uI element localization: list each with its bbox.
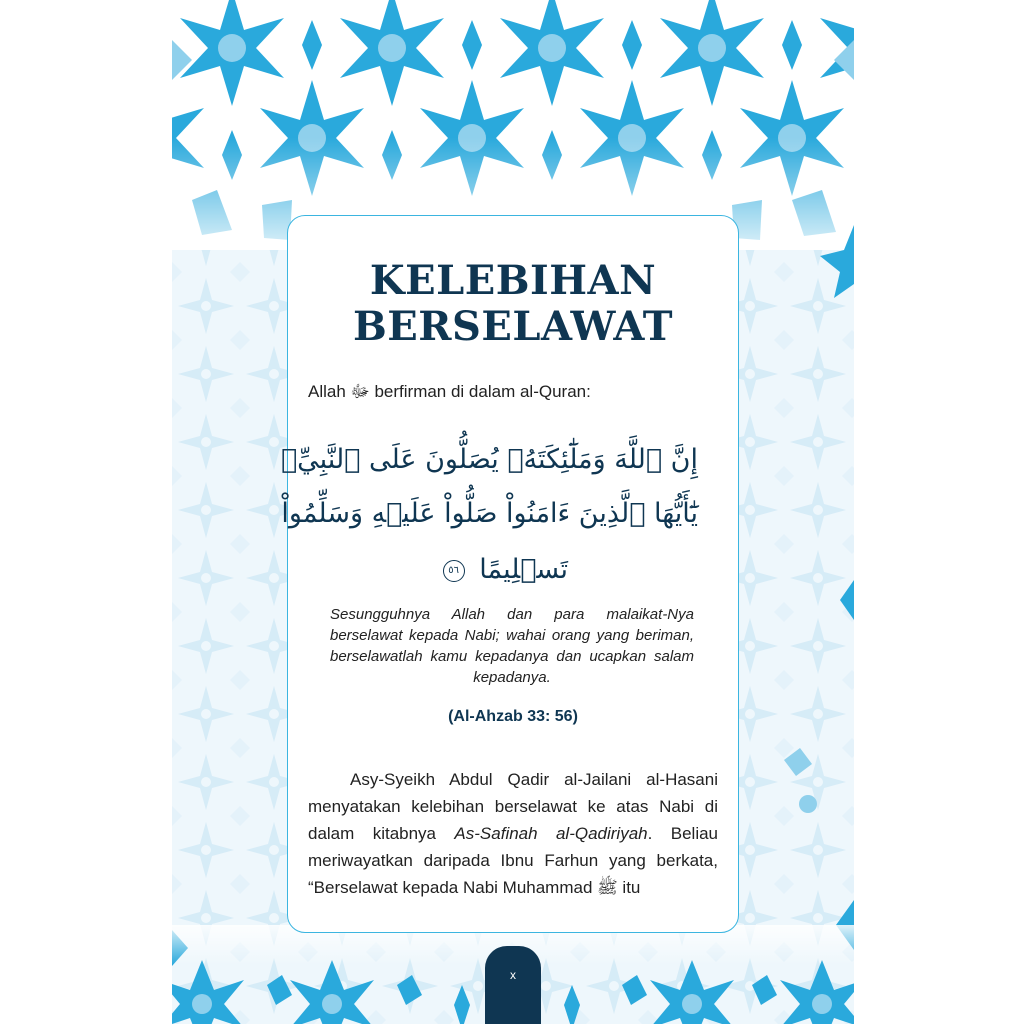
arabic-verse-word: تَسۡلِيمًا	[479, 554, 568, 585]
body-paragraph	[308, 766, 718, 901]
verse-translation: Sesungguhnya Allah dan para malaikat-Nya berselawat kepada Nabi; wahai orang yang beriman, berselawatlah kamu kepadanya dan ucapkan salam kepadanya.	[330, 606, 694, 686]
title-line-2: BERSELAWAT	[352, 303, 674, 350]
arabic-verse-line-3	[308, 554, 568, 585]
page-number: x	[510, 968, 516, 982]
arabic-verse-line-1: إِنَّ ٱللَّهَ وَمَلَٰٓئِكَتَهُۥ يُصَلُّونَ عَلَى ٱلنَّبِيِّۚ	[280, 444, 698, 475]
book-title: As-Safinah al-Qadiriyah	[454, 824, 648, 843]
content-card	[280, 215, 739, 933]
verse-reference: (Al-Ahzab 33: 56)	[448, 708, 578, 725]
book-page	[172, 0, 854, 1024]
body-text-part-2: . Beliau meriwayatkan daripada Ibnu Farhun yang berkata, “Berselawat kepada Nabi Muhammad ﷺ itu	[308, 824, 718, 897]
arabic-verse-line-2: يَٰٓأَيُّهَا ٱلَّذِينَ ءَامَنُواْ صَلُّواْ عَلَيۡهِ وَسَلِّمُواْ	[281, 498, 698, 529]
page-title	[288, 258, 738, 350]
ayah-number-marker: ٥٦	[443, 560, 465, 582]
title-line-1: KELEBIHAN	[369, 257, 657, 304]
page-number-tab	[485, 946, 541, 1024]
body-text-part-1: Asy-Syeikh Abdul Qadir al-Jailani al-Hasani menyatakan kelebihan berselawat ke atas Nabi di dalam kitabnya	[308, 770, 718, 843]
intro-text: Allah ﷻ berfirman di dalam al-Quran:	[308, 382, 591, 401]
